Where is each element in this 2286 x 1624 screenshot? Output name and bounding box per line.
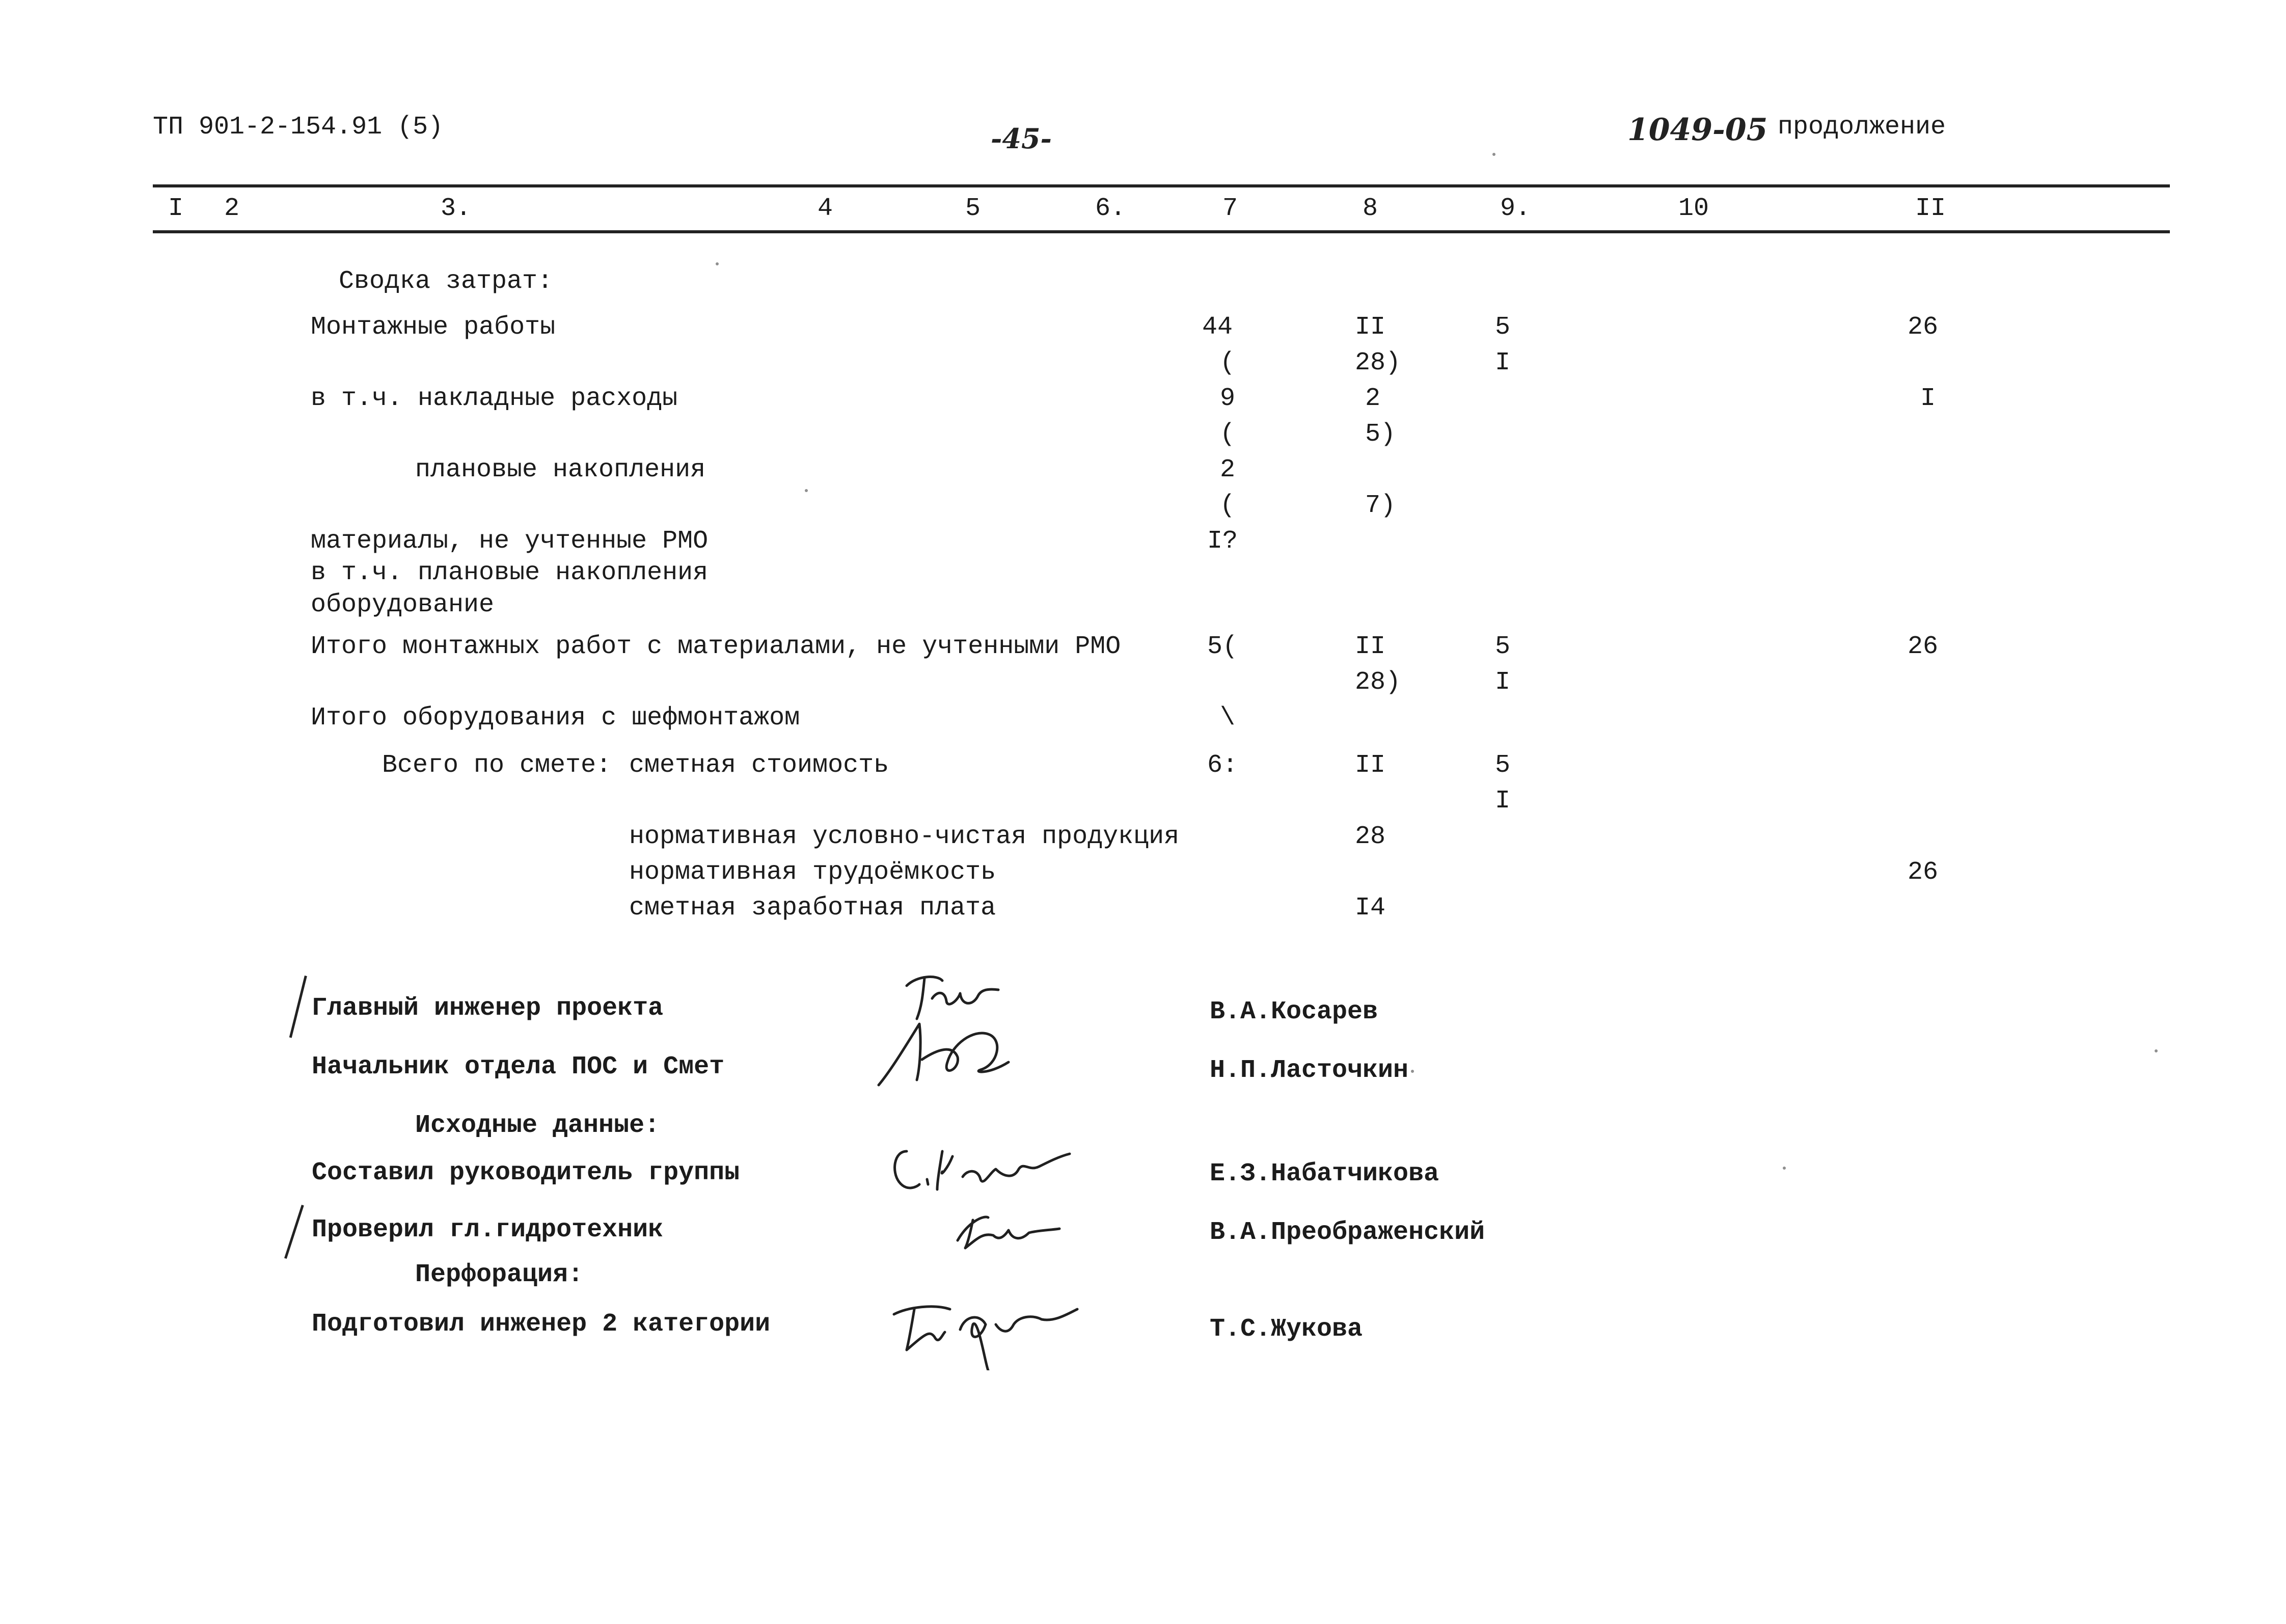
cell-col8-sub: 7): [1365, 491, 1396, 520]
cell-col7: 9: [1220, 384, 1236, 413]
column-header: 6.: [1095, 194, 1126, 223]
column-header: 7: [1222, 194, 1238, 223]
column-header: 2: [224, 194, 240, 223]
signature-section-heading: Перфорация:: [415, 1260, 584, 1289]
column-header: 4: [818, 194, 833, 223]
cell-col8-sub: 28): [1355, 348, 1401, 377]
signature-role: Главный инженер проекта: [312, 994, 664, 1023]
scan-speck: [1783, 1167, 1786, 1170]
page-number: -45-: [991, 122, 1052, 155]
cell-col9: 5: [1495, 632, 1511, 661]
column-header: 5: [965, 194, 981, 223]
signature-role: Составил руководитель группы: [312, 1158, 740, 1187]
margin-mark: [289, 976, 307, 1038]
margin-mark: [284, 1205, 304, 1259]
row-label-equipment: оборудование: [311, 590, 495, 619]
table-top-rule: [153, 184, 2170, 187]
handwritten-signature: [871, 1014, 1039, 1090]
scan-speck: [1492, 153, 1495, 156]
row-label-equipment-total: Итого оборудования с шефмонтажом: [311, 703, 800, 733]
column-header: 9.: [1500, 194, 1531, 223]
signature-role: Проверил гл.гидротехник: [312, 1215, 664, 1244]
cell-col9: 5: [1495, 751, 1511, 780]
column-header: 10: [1678, 194, 1709, 223]
cell-col8-sub: 28): [1355, 668, 1401, 697]
cell-col7-sub: (: [1220, 491, 1236, 520]
row-label-materials: материалы, не учтенные РМО: [311, 527, 709, 556]
handwritten-signature: [947, 1202, 1065, 1258]
row-label-overheads: в т.ч. накладные расходы: [311, 384, 678, 413]
cell-col8: II: [1355, 632, 1386, 661]
cell-col7: I?: [1207, 527, 1238, 556]
signature-section-heading: Исходные данные:: [415, 1111, 660, 1140]
cell-col7: 5(: [1207, 632, 1238, 661]
cell-col7-sub: (: [1220, 420, 1236, 449]
column-header: II: [1915, 194, 1946, 223]
cell-col11: 26: [1908, 632, 1939, 661]
cell-col9-sub: I: [1495, 668, 1511, 697]
signature-name: Т.С.Жукова: [1210, 1315, 1363, 1344]
cell-col8-sub: 5): [1365, 420, 1396, 449]
cell-col8: I4: [1355, 894, 1386, 923]
column-header: 8: [1363, 194, 1378, 223]
summary-title: Сводка затрат:: [339, 267, 553, 296]
signature-role: Начальник отдела ПОС и Смет: [312, 1052, 725, 1081]
scan-speck: [1411, 1070, 1414, 1073]
cell-col8: 28: [1355, 822, 1386, 851]
cell-col8: II: [1355, 751, 1386, 780]
total-item-net-output: нормативная условно-чистая продукция: [629, 822, 1180, 851]
scan-speck: [805, 489, 808, 492]
handwritten-signature: [879, 1294, 1082, 1370]
handwritten-signature: [886, 1141, 1080, 1202]
cell-col7: 6:: [1207, 751, 1238, 780]
cell-col7: \: [1220, 703, 1236, 733]
table-header-rule: [153, 230, 2170, 233]
cell-col9-sub: I: [1495, 787, 1511, 816]
column-header: 3.: [441, 194, 472, 223]
document-code: ТП 901-2-154.91 (5): [153, 113, 444, 142]
total-item-estimated-cost: сметная стоимость: [629, 751, 889, 780]
continuation-label: продолжение: [1778, 113, 1946, 142]
scan-speck: [716, 262, 719, 265]
total-item-wages: сметная заработная плата: [629, 894, 996, 923]
cell-col7-sub: (: [1220, 348, 1236, 377]
signature-role: Подготовил инженер 2 категории: [312, 1310, 771, 1339]
handwritten-reference: 1049-05: [1627, 112, 1768, 148]
row-label-installation-total: Итого монтажных работ с материалами, не учтенными РМО: [311, 632, 1121, 661]
signature-name: В.А.Преображенский: [1210, 1218, 1485, 1247]
cell-col7: 2: [1220, 455, 1236, 484]
signature-name: Н.П.Ласточкин: [1210, 1056, 1409, 1085]
total-item-labour-intensity: нормативная трудоёмкость: [629, 858, 996, 887]
cell-col11: 26: [1908, 313, 1939, 342]
cell-col11: I: [1920, 384, 1936, 413]
signature-name: Е.З.Набатчикова: [1210, 1159, 1439, 1188]
row-label-planned-savings: плановые накопления: [415, 455, 706, 484]
cell-col9-sub: I: [1495, 348, 1511, 377]
cell-col8: 2: [1365, 384, 1381, 413]
cell-col8: II: [1355, 313, 1386, 342]
signature-name: В.А.Косарев: [1210, 997, 1378, 1026]
row-label-materials-savings: в т.ч. плановые накопления: [311, 558, 709, 587]
cell-col7: 44: [1202, 313, 1233, 342]
column-header: I: [168, 194, 184, 223]
total-label: Всего по смете:: [382, 751, 612, 780]
scan-speck: [2155, 1049, 2158, 1052]
cell-col9: 5: [1495, 313, 1511, 342]
cell-col11: 26: [1908, 858, 1939, 887]
row-label-installation: Монтажные работы: [311, 313, 556, 342]
